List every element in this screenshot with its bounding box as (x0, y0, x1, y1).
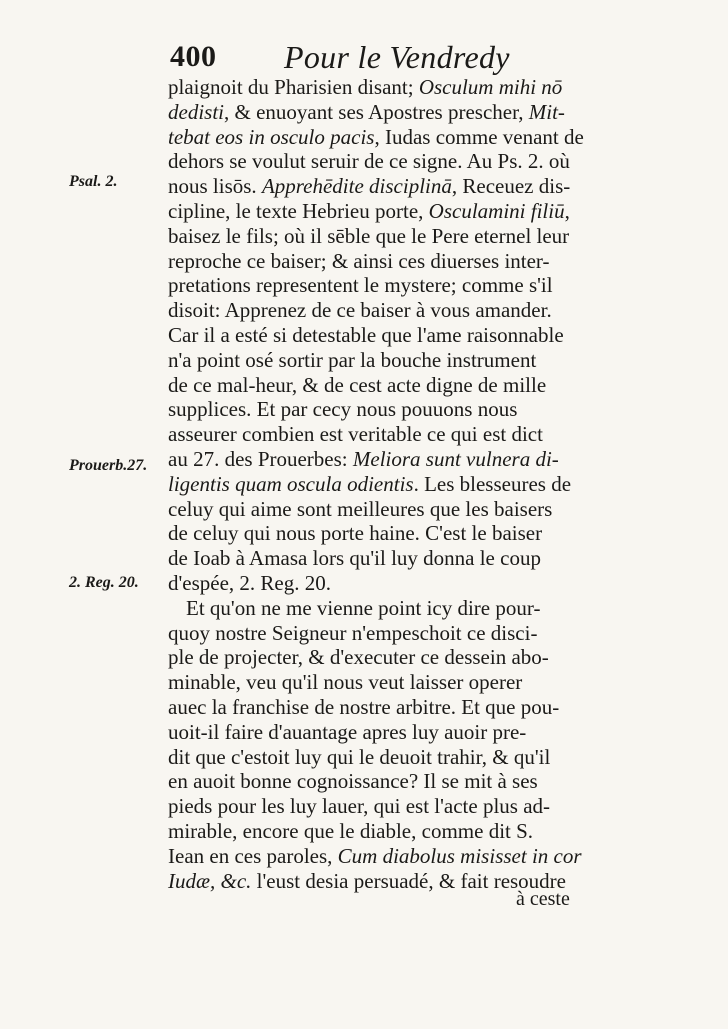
running-title: Pour le Vendredy (284, 39, 510, 75)
text-line (168, 199, 578, 224)
text-line: pretations representent le mystere; comme s'il (168, 273, 553, 298)
text-segment: , Receuez dis- (451, 174, 571, 199)
text-line: mirable, encore que le diable, comme dit S. (168, 818, 534, 843)
text-segment: . Les blesseures de (413, 471, 572, 496)
text-line (168, 447, 578, 472)
text-line: asseurer combien est veritable ce qui est dict (168, 422, 543, 447)
text-line: en auoit bonne cognoissance? Il se mit à ses (168, 769, 538, 794)
page-header (170, 37, 570, 77)
text-segment: au 27. des Prouerbes: (168, 446, 353, 471)
text-segment: , & enuoyant ses Apostres prescher, (224, 99, 529, 124)
text-line: n'a point osé sortir par la bouche instrument (168, 347, 537, 372)
latin-quotation-segment: tebat eos in osculo pacis (168, 124, 375, 149)
text-line: d'espée, 2. Reg. 20. (168, 570, 331, 595)
text-line (168, 472, 578, 497)
latin-quotation-segment: Mit- (528, 99, 565, 124)
text-segment: plaignoit du Pharisien disant; (168, 75, 419, 99)
text-segment: nous lisōs. (168, 174, 262, 199)
text-line: reproche ce baiser; & ainsi ces diuerses inter- (168, 248, 550, 273)
latin-quotation-segment: dedisti (168, 99, 224, 124)
latin-quotation-segment: Apprehēdite disciplinā (261, 174, 452, 199)
text-segment: l'eust desia persuadé, & fait resoudre (251, 868, 566, 893)
text-line: supplices. Et par cecy nous pouuons nous (168, 397, 518, 422)
text-line: Et qu'on ne me vienne point icy dire pour- (186, 595, 541, 620)
text-line: minable, veu qu'il nous veut laisser operer (168, 670, 523, 695)
text-line: Car il a esté si detestable que l'ame raisonnable (168, 322, 564, 347)
marginal-note-kings: 2. Reg. 20. (69, 574, 139, 591)
text-segment: Iean en ces paroles, (168, 843, 338, 868)
text-line: pieds pour les luy lauer, qui est l'acte plus ad- (168, 794, 551, 819)
text-line: de ce mal-heur, & de cest acte digne de mille (168, 372, 547, 397)
text-segment: , Iudas comme venant de (374, 124, 584, 149)
latin-quotation-segment: Osculum mihi nō (418, 75, 563, 99)
text-line: de celuy qui nous porte haine. C'est le baiser (168, 521, 543, 546)
latin-quotation-segment: Cum diabolus misisset in cor (337, 843, 582, 868)
marginal-note-proverbs: Prouerb.27. (69, 457, 148, 474)
main-text-block (168, 75, 584, 893)
text-line: auec la franchise de nostre arbitre. Et que pou- (168, 694, 560, 719)
text-line: dehors se voulut seruir de ce signe. Au Ps. 2. où (168, 149, 570, 174)
text-line (168, 75, 578, 100)
catchword: à ceste (516, 888, 570, 910)
text-line: celuy qui aime sont meilleures que les baisers (168, 496, 553, 521)
latin-quotation-segment: Meliora sunt vulnera di- (352, 446, 559, 471)
latin-quotation-segment: ligentis quam oscula odientis (168, 471, 414, 496)
text-segment: cipline, le texte Hebrieu porte, (168, 198, 429, 223)
text-line: quoy nostre Seigneur n'empeschoit ce disci- (168, 620, 538, 645)
text-line: baisez le fils; où il sēble que le Pere eternel leur (168, 223, 570, 248)
page-number: 400 (170, 40, 217, 73)
text-line (168, 124, 584, 150)
text-line: disoit: Apprenez de ce baiser à vous amander. (168, 298, 552, 323)
text-line: uoit-il faire d'auantage apres luy auoir pre- (168, 719, 527, 744)
text-segment: , (564, 198, 570, 223)
latin-quotation-segment: Iudæ, &c. (168, 868, 252, 893)
text-line: dit que c'estoit luy qui le deuoit trahir, & qu'il (168, 744, 551, 769)
text-line (168, 100, 578, 125)
text-line (168, 843, 582, 869)
text-line (168, 174, 578, 199)
text-line: ple de projecter, & d'executer ce dessein abo- (168, 645, 549, 670)
latin-quotation-segment: Osculamini filiū (428, 198, 565, 223)
marginal-note-psalm: Psal. 2. (69, 173, 118, 190)
text-line: de Ioab à Amasa lors qu'il luy donna le coup (168, 546, 541, 571)
